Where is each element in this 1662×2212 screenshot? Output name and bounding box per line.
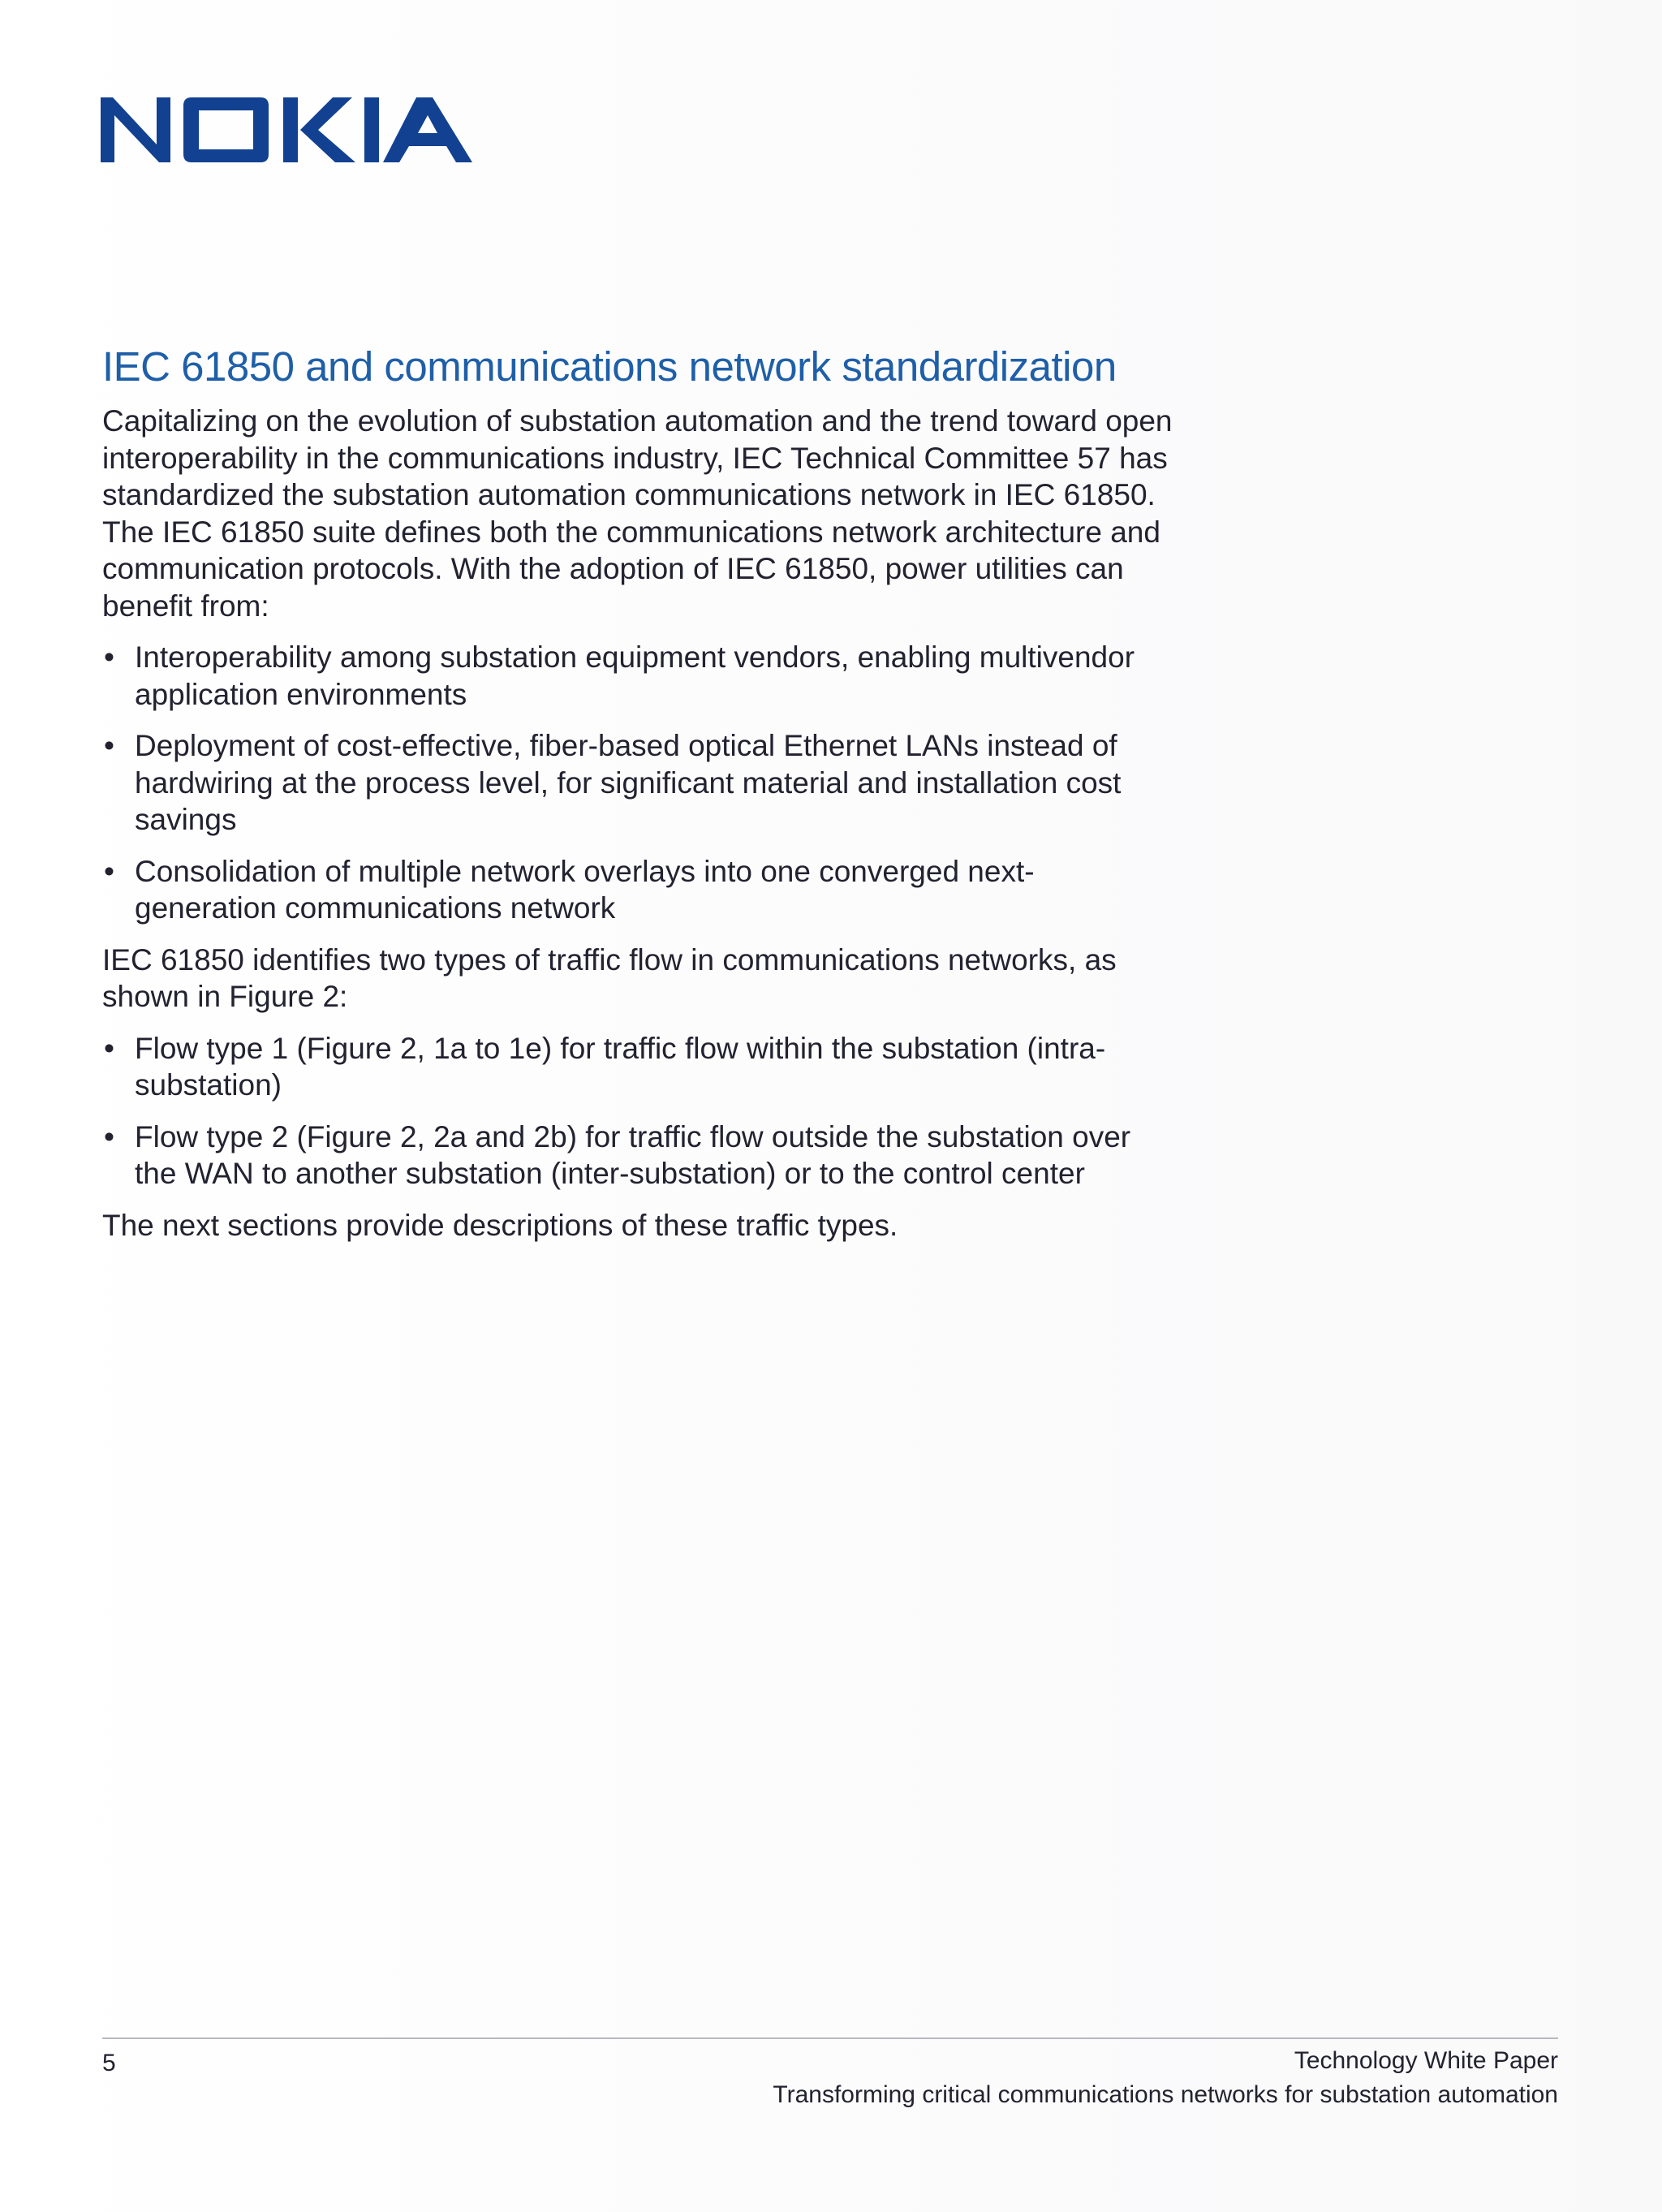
list-item-text: Deployment of cost-effective, fiber-based optical Ethernet LANs instead of hardwiring at the process level, for significant material and installation cost savings <box>135 729 1122 836</box>
list-item-text: Consolidation of multiple network overlays into one converged next-generation communications network <box>135 854 1035 925</box>
list-item <box>102 727 1173 839</box>
list-item-text: Interoperability among substation equipment vendors, enabling multivendor application environments <box>135 640 1135 711</box>
benefits-list <box>102 639 1173 927</box>
flow-intro-paragraph: IEC 61850 identifies two types of traffic flow in communications networks, as shown in Figure 2: <box>102 942 1117 1013</box>
list-item <box>102 639 1173 713</box>
bullet-icon: • <box>104 854 114 888</box>
footer-doc-type: Technology White Paper <box>1294 2047 1558 2074</box>
main-content <box>102 341 1173 1258</box>
footer-doc-title: Transforming critical communications networks for substation automation <box>773 2081 1558 2108</box>
closing-paragraph: The next sections provide descriptions of these traffic types. <box>102 1208 898 1242</box>
bullet-icon: • <box>104 1031 114 1065</box>
list-item-text: Flow type 2 (Figure 2, 2a and 2b) for traffic flow outside the substation over the WAN to another substation (inter-substation) or to the control center <box>135 1119 1131 1190</box>
list-item <box>102 1030 1173 1104</box>
list-item <box>102 1119 1173 1192</box>
bullet-icon: • <box>104 640 114 674</box>
nokia-logo-mark <box>101 97 474 162</box>
list-item-text: Flow type 1 (Figure 2, 1a to 1e) for traffic flow within the substation (intra-substation) <box>135 1031 1106 1102</box>
list-item <box>102 853 1173 927</box>
intro-paragraph: Capitalizing on the evolution of substation automation and the trend toward open interoperability in the communications industry, IEC Technical Committee 57 has standardized the substation automation communications network in IEC 61850. The IEC 61850 suite defines both the communications network architecture and communication protocols. With the adoption of IEC 61850, power utilities can benefit from: <box>102 404 1173 623</box>
footer-divider <box>102 2037 1558 2039</box>
flow-types-list <box>102 1030 1173 1192</box>
bullet-icon: • <box>104 729 114 762</box>
footer-document-info <box>773 2044 1558 2112</box>
bullet-icon: • <box>104 1119 114 1153</box>
section-heading: IEC 61850 and communications network standardization <box>102 343 1117 390</box>
page-number: 5 <box>102 2050 116 2076</box>
nokia-logo <box>101 97 474 162</box>
